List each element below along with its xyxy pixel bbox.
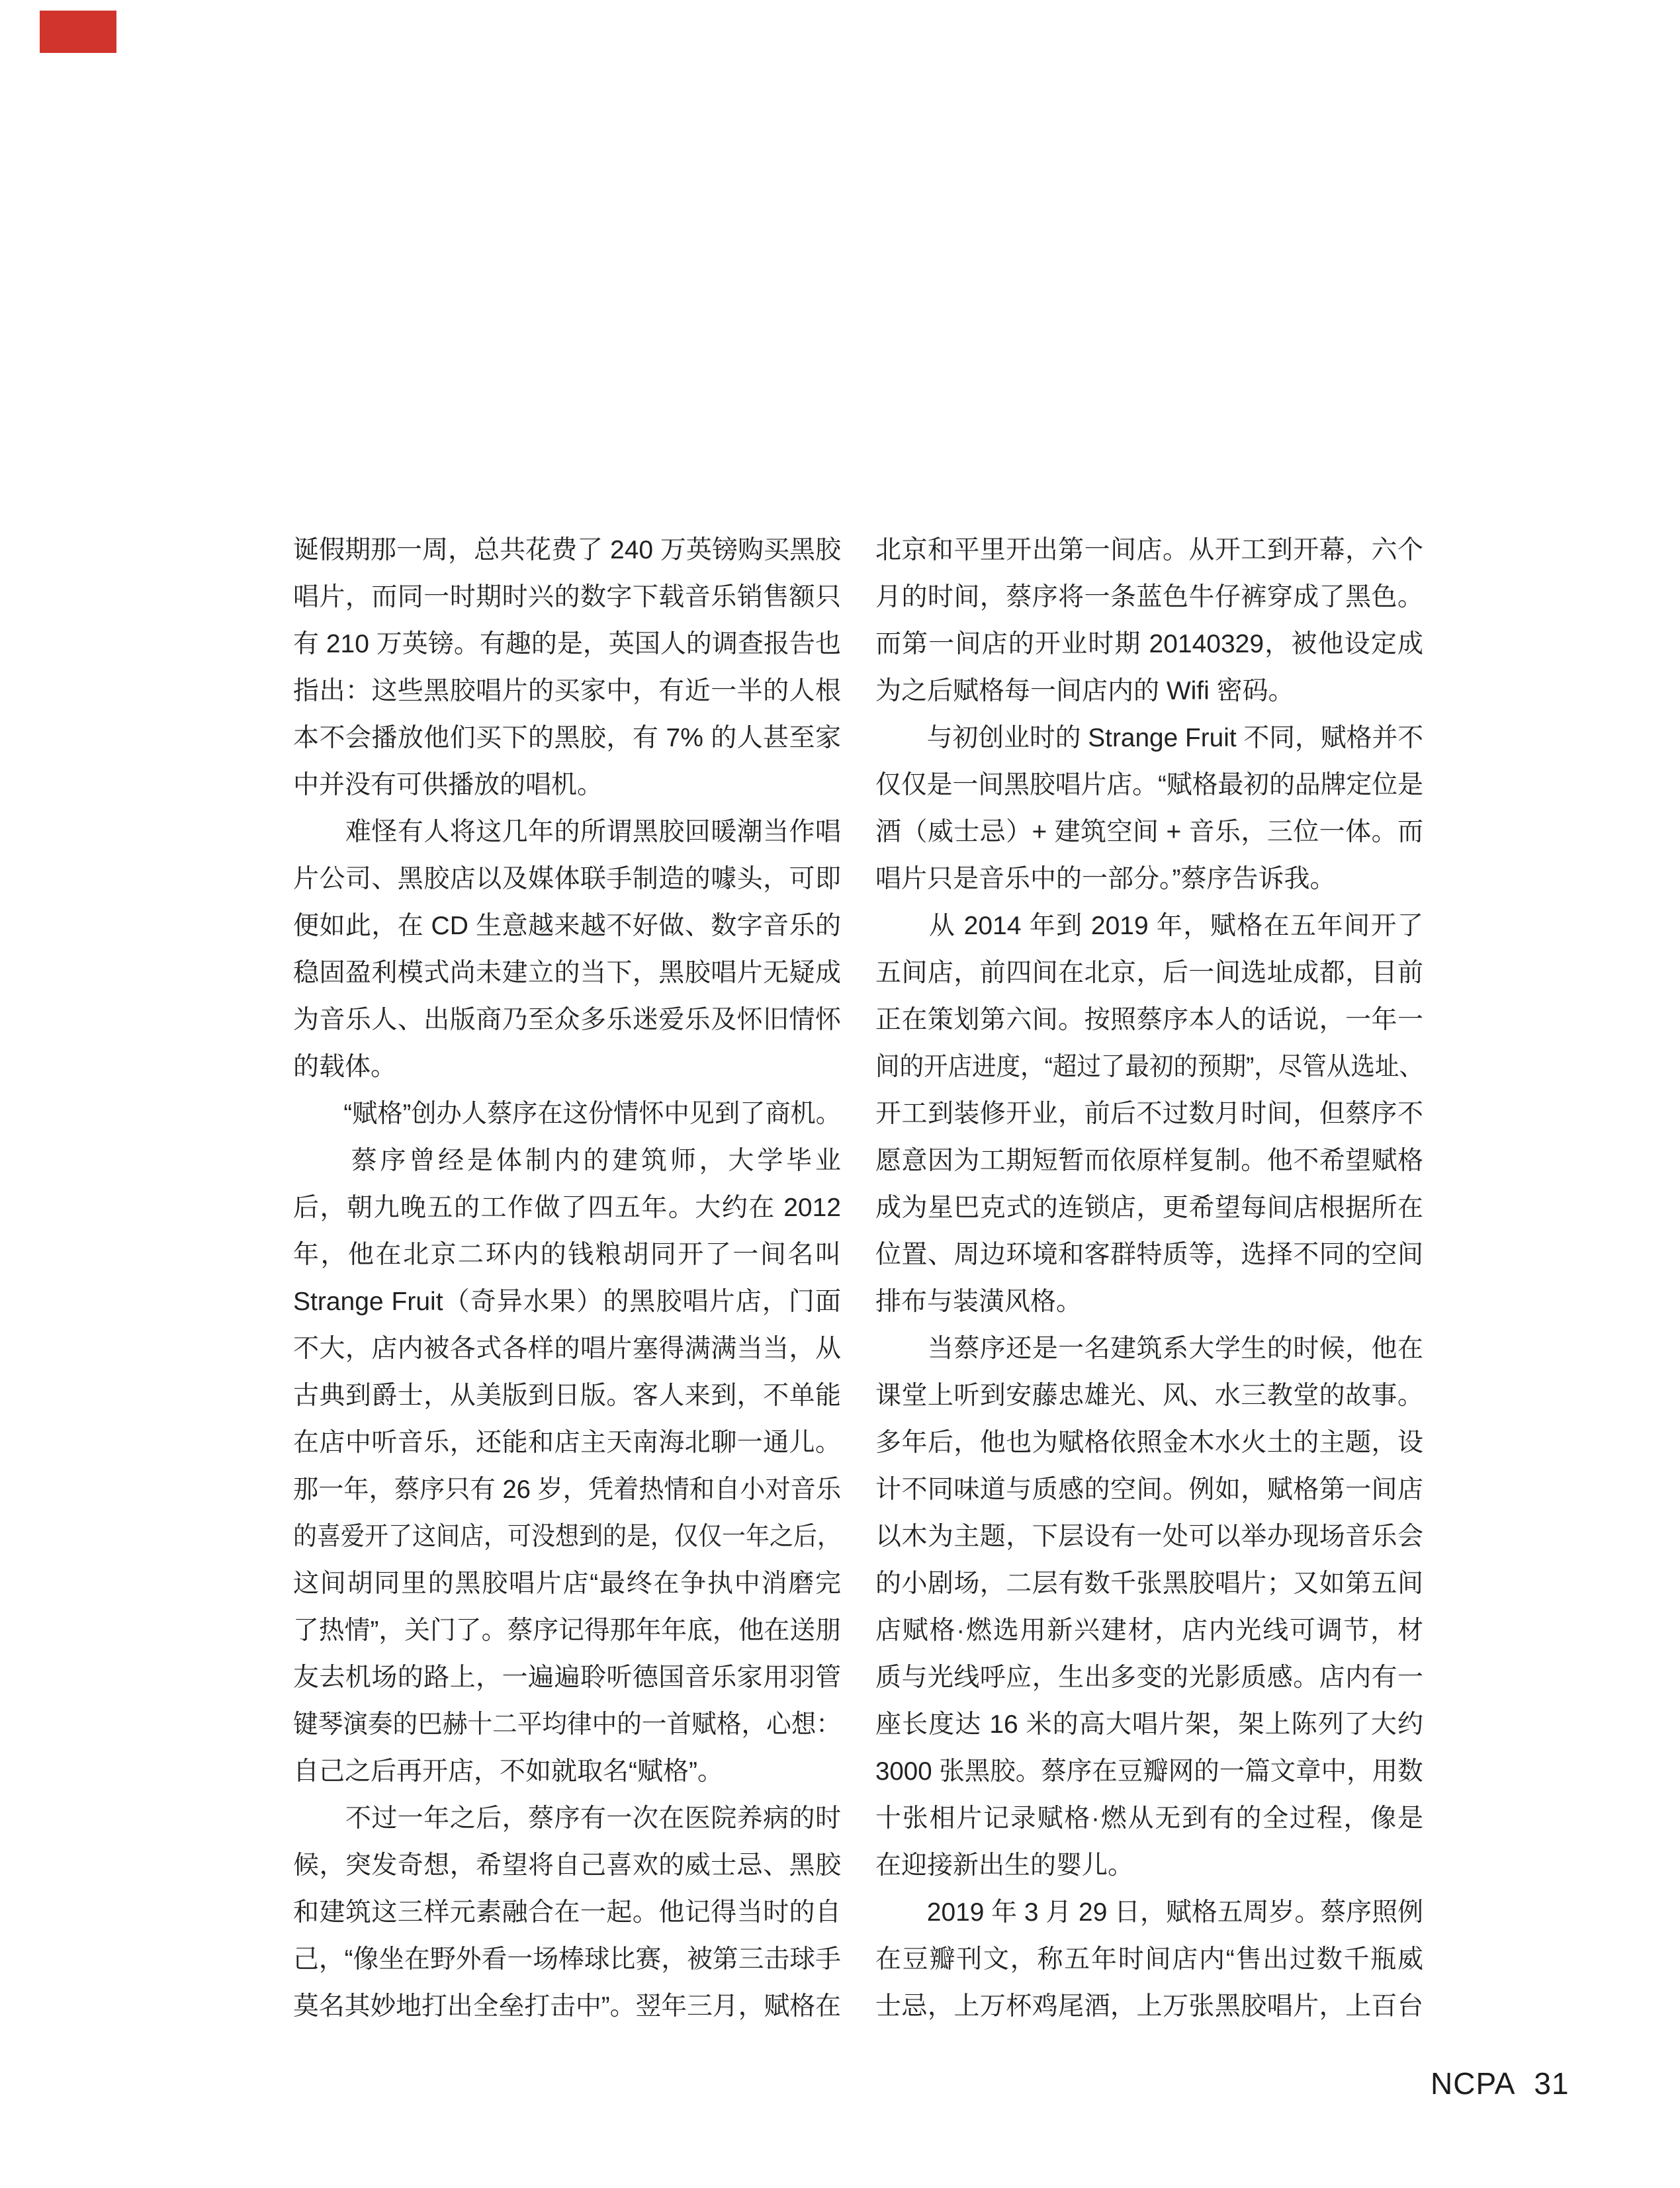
text-line: 那一年，蔡序只有 26 岁，凭着热情和自小对音乐 <box>293 1475 842 1504</box>
text-line: 和建筑这三样元素融合在一起。他记得当时的自 <box>293 1898 841 1927</box>
text-line: 间的开店进度，“超过了最初的预期”，尽管从选址、 <box>875 1053 1423 1081</box>
text-line: 蔡序曾经是体制内的建筑师，大学毕业 <box>293 1147 841 1175</box>
text-line: 士忌，上万杯鸡尾酒，上万张黑胶唱片，上百台 <box>875 1992 1423 2021</box>
text-line: 酒（威士忌）+ 建筑空间 + 音乐，三位一体。而 <box>875 818 1423 846</box>
text-line: 从 2014 年到 2019 年，赋格在五年间开了 <box>875 912 1423 940</box>
text-line: 后，朝九晚五的工作做了四五年。大约在 2012 <box>293 1194 841 1222</box>
text-line: 质与光线呼应，生出多变的光影质感。店内有一 <box>875 1663 1423 1692</box>
text-line: 唱片，而同一时期时兴的数字下载音乐销售额只 <box>293 583 841 611</box>
text-line: 友去机场的路上，一遍遍聆听德国音乐家用羽管 <box>293 1663 841 1692</box>
text-line: 3000 张黑胶。蔡序在豆瓣网的一篇文章中，用数 <box>875 1757 1423 1786</box>
text-line: 多年后，他也为赋格依照金木水火土的主题，设 <box>875 1428 1423 1457</box>
text-line: 这间胡同里的黑胶唱片店“最终在争执中消磨完 <box>293 1569 841 1598</box>
text-line: 正在策划第六间。按照蔡序本人的话说，一年一 <box>875 1006 1423 1034</box>
text-line: 五间店，前四间在北京，后一间选址成都，目前 <box>875 959 1423 987</box>
corner-marker <box>40 11 116 53</box>
text-line: 店赋格·燃选用新兴建材，店内光线可调节，材 <box>875 1616 1423 1645</box>
text-line: 诞假期那一周，总共花费了 240 万英镑购买黑胶 <box>293 536 841 564</box>
text-line: 古典到爵士，从美版到日版。客人来到，不单能 <box>293 1381 841 1410</box>
text-line: 的载体。 <box>293 1053 397 1081</box>
text-line: 了热情”，关门了。蔡序记得那年年底，他在送朋 <box>293 1616 841 1645</box>
text-line: 排布与装潢风格。 <box>875 1288 1083 1316</box>
text-line: Strange Fruit（奇异水果）的黑胶唱片店，门面 <box>293 1288 841 1316</box>
text-line: 当蔡序还是一名建筑系大学生的时候，他在 <box>875 1335 1423 1363</box>
text-line: 开工到装修开业，前后不过数月时间，但蔡序不 <box>875 1100 1423 1128</box>
text-line: 中并没有可供播放的唱机。 <box>293 771 603 799</box>
text-line: 不大，店内被各式各样的唱片塞得满满当当，从 <box>293 1335 841 1363</box>
text-line: 难怪有人将这几年的所谓黑胶回暖潮当作唱 <box>293 818 841 846</box>
article-column-right <box>875 527 1423 2030</box>
text-line: 月的时间，蔡序将一条蓝色牛仔裤穿成了黑色。 <box>875 583 1423 611</box>
text-line: 与初创业时的 Strange Fruit 不同，赋格并不 <box>875 724 1424 752</box>
page-footer <box>1431 2067 1569 2100</box>
text-line: “赋格”创办人蔡序在这份情怀中见到了商机。 <box>293 1100 841 1128</box>
text-line: 自己之后再开店，不如就取名“赋格”。 <box>293 1757 723 1786</box>
footer-brand: NCPA <box>1431 2066 1516 2101</box>
text-line: 在店中听音乐，还能和店主天南海北聊一通儿。 <box>293 1428 841 1457</box>
text-line: 仅仅是一间黑胶唱片店。“赋格最初的品牌定位是 <box>875 771 1423 799</box>
text-line: 在豆瓣刊文，称五年时间店内“售出过数千瓶威 <box>875 1945 1423 1974</box>
text-line: 年，他在北京二环内的钱粮胡同开了一间名叫 <box>293 1241 841 1269</box>
footer-page-number: 31 <box>1534 2066 1569 2101</box>
text-line: 为音乐人、出版商乃至众多乐迷爱乐及怀旧情怀 <box>293 1006 841 1034</box>
text-line: 己，“像坐在野外看一场棒球比赛，被第三击球手 <box>293 1945 841 1974</box>
text-line: 而第一间店的开业时期 20140329，被他设定成 <box>875 630 1423 658</box>
text-line: 课堂上听到安藤忠雄光、风、水三教堂的故事。 <box>875 1381 1423 1410</box>
text-line: 成为星巴克式的连锁店，更希望每间店根据所在 <box>875 1194 1423 1222</box>
text-line: 为之后赋格每一间店内的 Wifi 密码。 <box>875 677 1294 705</box>
text-line: 位置、周边环境和客群特质等，选择不同的空间 <box>875 1241 1423 1269</box>
text-line: 座长度达 16 米的高大唱片架，架上陈列了大约 <box>875 1710 1423 1739</box>
text-line: 的小剧场，二层有数千张黑胶唱片；又如第五间 <box>875 1569 1423 1598</box>
text-line: 愿意因为工期短暂而依原样复制。他不希望赋格 <box>875 1147 1423 1175</box>
text-line: 北京和平里开出第一间店。从开工到开幕，六个 <box>875 536 1423 564</box>
text-line: 片公司、黑胶店以及媒体联手制造的噱头，可即 <box>293 865 841 893</box>
text-line: 不过一年之后，蔡序有一次在医院养病的时 <box>293 1804 841 1833</box>
text-line: 有 210 万英镑。有趣的是，英国人的调查报告也 <box>293 630 841 658</box>
text-line: 唱片只是音乐中的一部分。”蔡序告诉我。 <box>875 865 1336 893</box>
text-line: 计不同味道与质感的空间。例如，赋格第一间店 <box>875 1475 1423 1504</box>
text-line: 指出：这些黑胶唱片的买家中，有近一半的人根 <box>293 677 841 705</box>
text-line: 键琴演奏的巴赫十二平均律中的一首赋格，心想： <box>293 1710 842 1739</box>
text-line: 莫名其妙地打出全垒打击中”。翌年三月，赋格在 <box>293 1992 841 2021</box>
text-line: 候，突发奇想，希望将自己喜欢的威士忌、黑胶 <box>293 1851 841 1880</box>
text-line: 十张相片记录赋格·燃从无到有的全过程，像是 <box>875 1804 1423 1833</box>
text-line: 的喜爱开了这间店，可没想到的是，仅仅一年之后， <box>293 1522 842 1551</box>
text-line: 便如此，在 CD 生意越来越不好做、数字音乐的 <box>293 912 841 940</box>
text-line: 稳固盈利模式尚未建立的当下，黑胶唱片无疑成 <box>293 959 841 987</box>
article-column-left <box>293 527 841 2030</box>
text-line: 在迎接新出生的婴儿。 <box>875 1851 1134 1880</box>
text-line: 2019 年 3 月 29 日，赋格五周岁。蔡序照例 <box>875 1898 1424 1927</box>
text-line: 以木为主题，下层设有一处可以举办现场音乐会 <box>875 1522 1423 1551</box>
text-line: 本不会播放他们买下的黑胶，有 7% 的人甚至家 <box>293 724 841 752</box>
